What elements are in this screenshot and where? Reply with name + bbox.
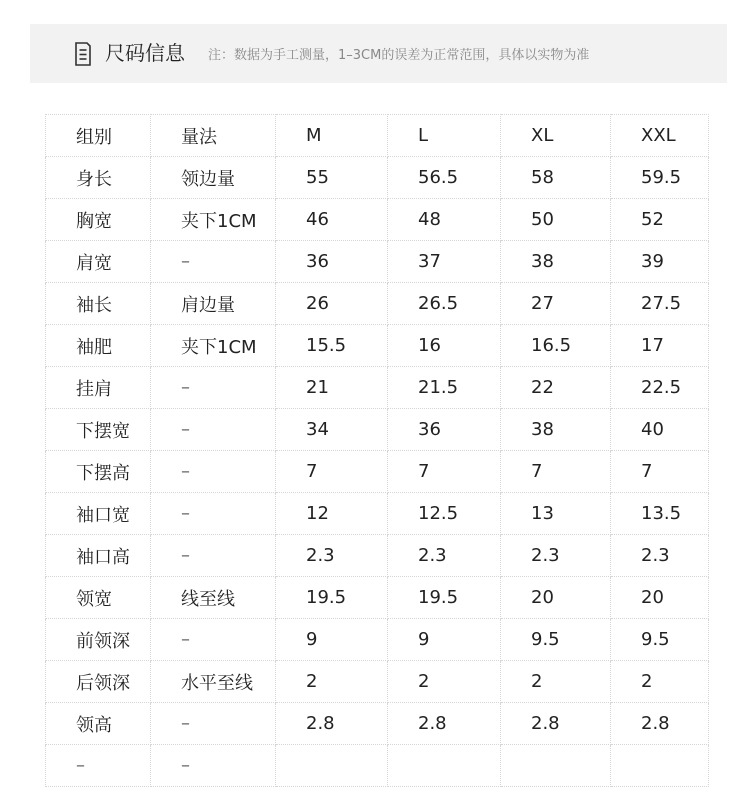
table-cell-xxl: 39 xyxy=(611,241,709,283)
table-cell-method: – xyxy=(151,619,276,661)
table-cell-xl: 20 xyxy=(501,577,611,619)
table-cell-m: 2.3 xyxy=(276,535,388,577)
table-cell-xl: 16.5 xyxy=(501,325,611,367)
table-cell-xxl: 13.5 xyxy=(611,493,709,535)
table-cell-xxl: 52 xyxy=(611,199,709,241)
table-cell-group: 领高 xyxy=(46,703,151,745)
table-cell-l: 37 xyxy=(388,241,501,283)
table-cell-xl: 50 xyxy=(501,199,611,241)
table-cell-method: 夹下1CM xyxy=(151,199,276,241)
table-cell-method: – xyxy=(151,451,276,493)
table-cell-xl: 27 xyxy=(501,283,611,325)
table-cell-xxl xyxy=(611,745,709,787)
table-cell-xl: 2.3 xyxy=(501,535,611,577)
table-cell-xxl: 9.5 xyxy=(611,619,709,661)
table-cell-method: – xyxy=(151,745,276,787)
table-cell-group: 后领深 xyxy=(46,661,151,703)
column-header-group: 组别 xyxy=(46,115,151,157)
table-cell-xl: 58 xyxy=(501,157,611,199)
table-cell-m: 9 xyxy=(276,619,388,661)
table-cell-group: 袖口高 xyxy=(46,535,151,577)
table-row xyxy=(46,199,709,241)
table-cell-xl xyxy=(501,745,611,787)
table-cell-group: 袖口宽 xyxy=(46,493,151,535)
column-header-l: L xyxy=(388,115,501,157)
table-cell-group: 袖长 xyxy=(46,283,151,325)
table-cell-group: 下摆高 xyxy=(46,451,151,493)
table-row xyxy=(46,451,709,493)
table-row xyxy=(46,661,709,703)
table-cell-method: – xyxy=(151,535,276,577)
table-cell-l: 26.5 xyxy=(388,283,501,325)
table-cell-m: 19.5 xyxy=(276,577,388,619)
table-cell-method: – xyxy=(151,367,276,409)
table-cell-xl: 22 xyxy=(501,367,611,409)
table-cell-l: 21.5 xyxy=(388,367,501,409)
table-row xyxy=(46,157,709,199)
table-cell-xl: 38 xyxy=(501,409,611,451)
table-cell-l: 56.5 xyxy=(388,157,501,199)
table-cell-m: 36 xyxy=(276,241,388,283)
table-cell-l: 9 xyxy=(388,619,501,661)
table-cell-method: 水平至线 xyxy=(151,661,276,703)
column-header-xxl: XXL xyxy=(611,115,709,157)
table-cell-method: 线至线 xyxy=(151,577,276,619)
table-cell-group: 身长 xyxy=(46,157,151,199)
table-cell-group: 袖肥 xyxy=(46,325,151,367)
table-cell-l: 36 xyxy=(388,409,501,451)
page-title: 尺码信息 xyxy=(105,41,185,65)
table-cell-group: 前领深 xyxy=(46,619,151,661)
table-cell-m: 15.5 xyxy=(276,325,388,367)
table-cell-xxl: 22.5 xyxy=(611,367,709,409)
table-cell-xxl: 2.3 xyxy=(611,535,709,577)
document-list-icon xyxy=(74,42,92,66)
table-cell-xxl: 7 xyxy=(611,451,709,493)
column-header-method: 量法 xyxy=(151,115,276,157)
size-info-header xyxy=(30,24,727,83)
table-cell-m: 2.8 xyxy=(276,703,388,745)
table-cell-xxl: 59.5 xyxy=(611,157,709,199)
table-cell-m: 34 xyxy=(276,409,388,451)
table-cell-xxl: 27.5 xyxy=(611,283,709,325)
table-cell-method: 领边量 xyxy=(151,157,276,199)
table-cell-m xyxy=(276,745,388,787)
measurement-note: 注：数据为手工测量，1–3CM的误差为正常范围，具体以实物为准 xyxy=(208,48,590,63)
table-cell-method: – xyxy=(151,241,276,283)
table-cell-m: 12 xyxy=(276,493,388,535)
table-cell-l xyxy=(388,745,501,787)
table-cell-method: 夹下1CM xyxy=(151,325,276,367)
table-cell-method: 肩边量 xyxy=(151,283,276,325)
table-cell-l: 2 xyxy=(388,661,501,703)
table-cell-xxl: 2 xyxy=(611,661,709,703)
table-cell-group: 肩宽 xyxy=(46,241,151,283)
table-row xyxy=(46,535,709,577)
table-cell-l: 19.5 xyxy=(388,577,501,619)
table-cell-xl: 2.8 xyxy=(501,703,611,745)
table-cell-m: 26 xyxy=(276,283,388,325)
table-cell-xl: 7 xyxy=(501,451,611,493)
table-cell-group: 胸宽 xyxy=(46,199,151,241)
table-cell-l: 2.3 xyxy=(388,535,501,577)
table-cell-group: – xyxy=(46,745,151,787)
table-row xyxy=(46,703,709,745)
table-cell-xxl: 40 xyxy=(611,409,709,451)
table-header-row xyxy=(46,115,709,157)
table-cell-method: – xyxy=(151,409,276,451)
table-cell-l: 7 xyxy=(388,451,501,493)
table-cell-m: 55 xyxy=(276,157,388,199)
table-cell-group: 下摆宽 xyxy=(46,409,151,451)
table-cell-xl: 2 xyxy=(501,661,611,703)
table-row xyxy=(46,493,709,535)
table-cell-group: 领宽 xyxy=(46,577,151,619)
table-cell-m: 7 xyxy=(276,451,388,493)
table-row xyxy=(46,745,709,787)
size-table xyxy=(45,114,709,787)
table-cell-l: 48 xyxy=(388,199,501,241)
table-row xyxy=(46,241,709,283)
table-cell-xxl: 20 xyxy=(611,577,709,619)
table-row xyxy=(46,409,709,451)
table-cell-xxl: 2.8 xyxy=(611,703,709,745)
table-cell-l: 2.8 xyxy=(388,703,501,745)
table-cell-method: – xyxy=(151,703,276,745)
size-table-container xyxy=(45,114,708,787)
table-cell-xl: 13 xyxy=(501,493,611,535)
table-row xyxy=(46,325,709,367)
table-row xyxy=(46,577,709,619)
table-row xyxy=(46,283,709,325)
table-cell-l: 16 xyxy=(388,325,501,367)
table-cell-group: 挂肩 xyxy=(46,367,151,409)
table-cell-m: 2 xyxy=(276,661,388,703)
table-cell-method: – xyxy=(151,493,276,535)
table-cell-xl: 9.5 xyxy=(501,619,611,661)
table-cell-xl: 38 xyxy=(501,241,611,283)
table-cell-m: 46 xyxy=(276,199,388,241)
table-cell-l: 12.5 xyxy=(388,493,501,535)
table-cell-xxl: 17 xyxy=(611,325,709,367)
table-cell-m: 21 xyxy=(276,367,388,409)
table-row xyxy=(46,367,709,409)
column-header-m: M xyxy=(276,115,388,157)
table-row xyxy=(46,619,709,661)
column-header-xl: XL xyxy=(501,115,611,157)
